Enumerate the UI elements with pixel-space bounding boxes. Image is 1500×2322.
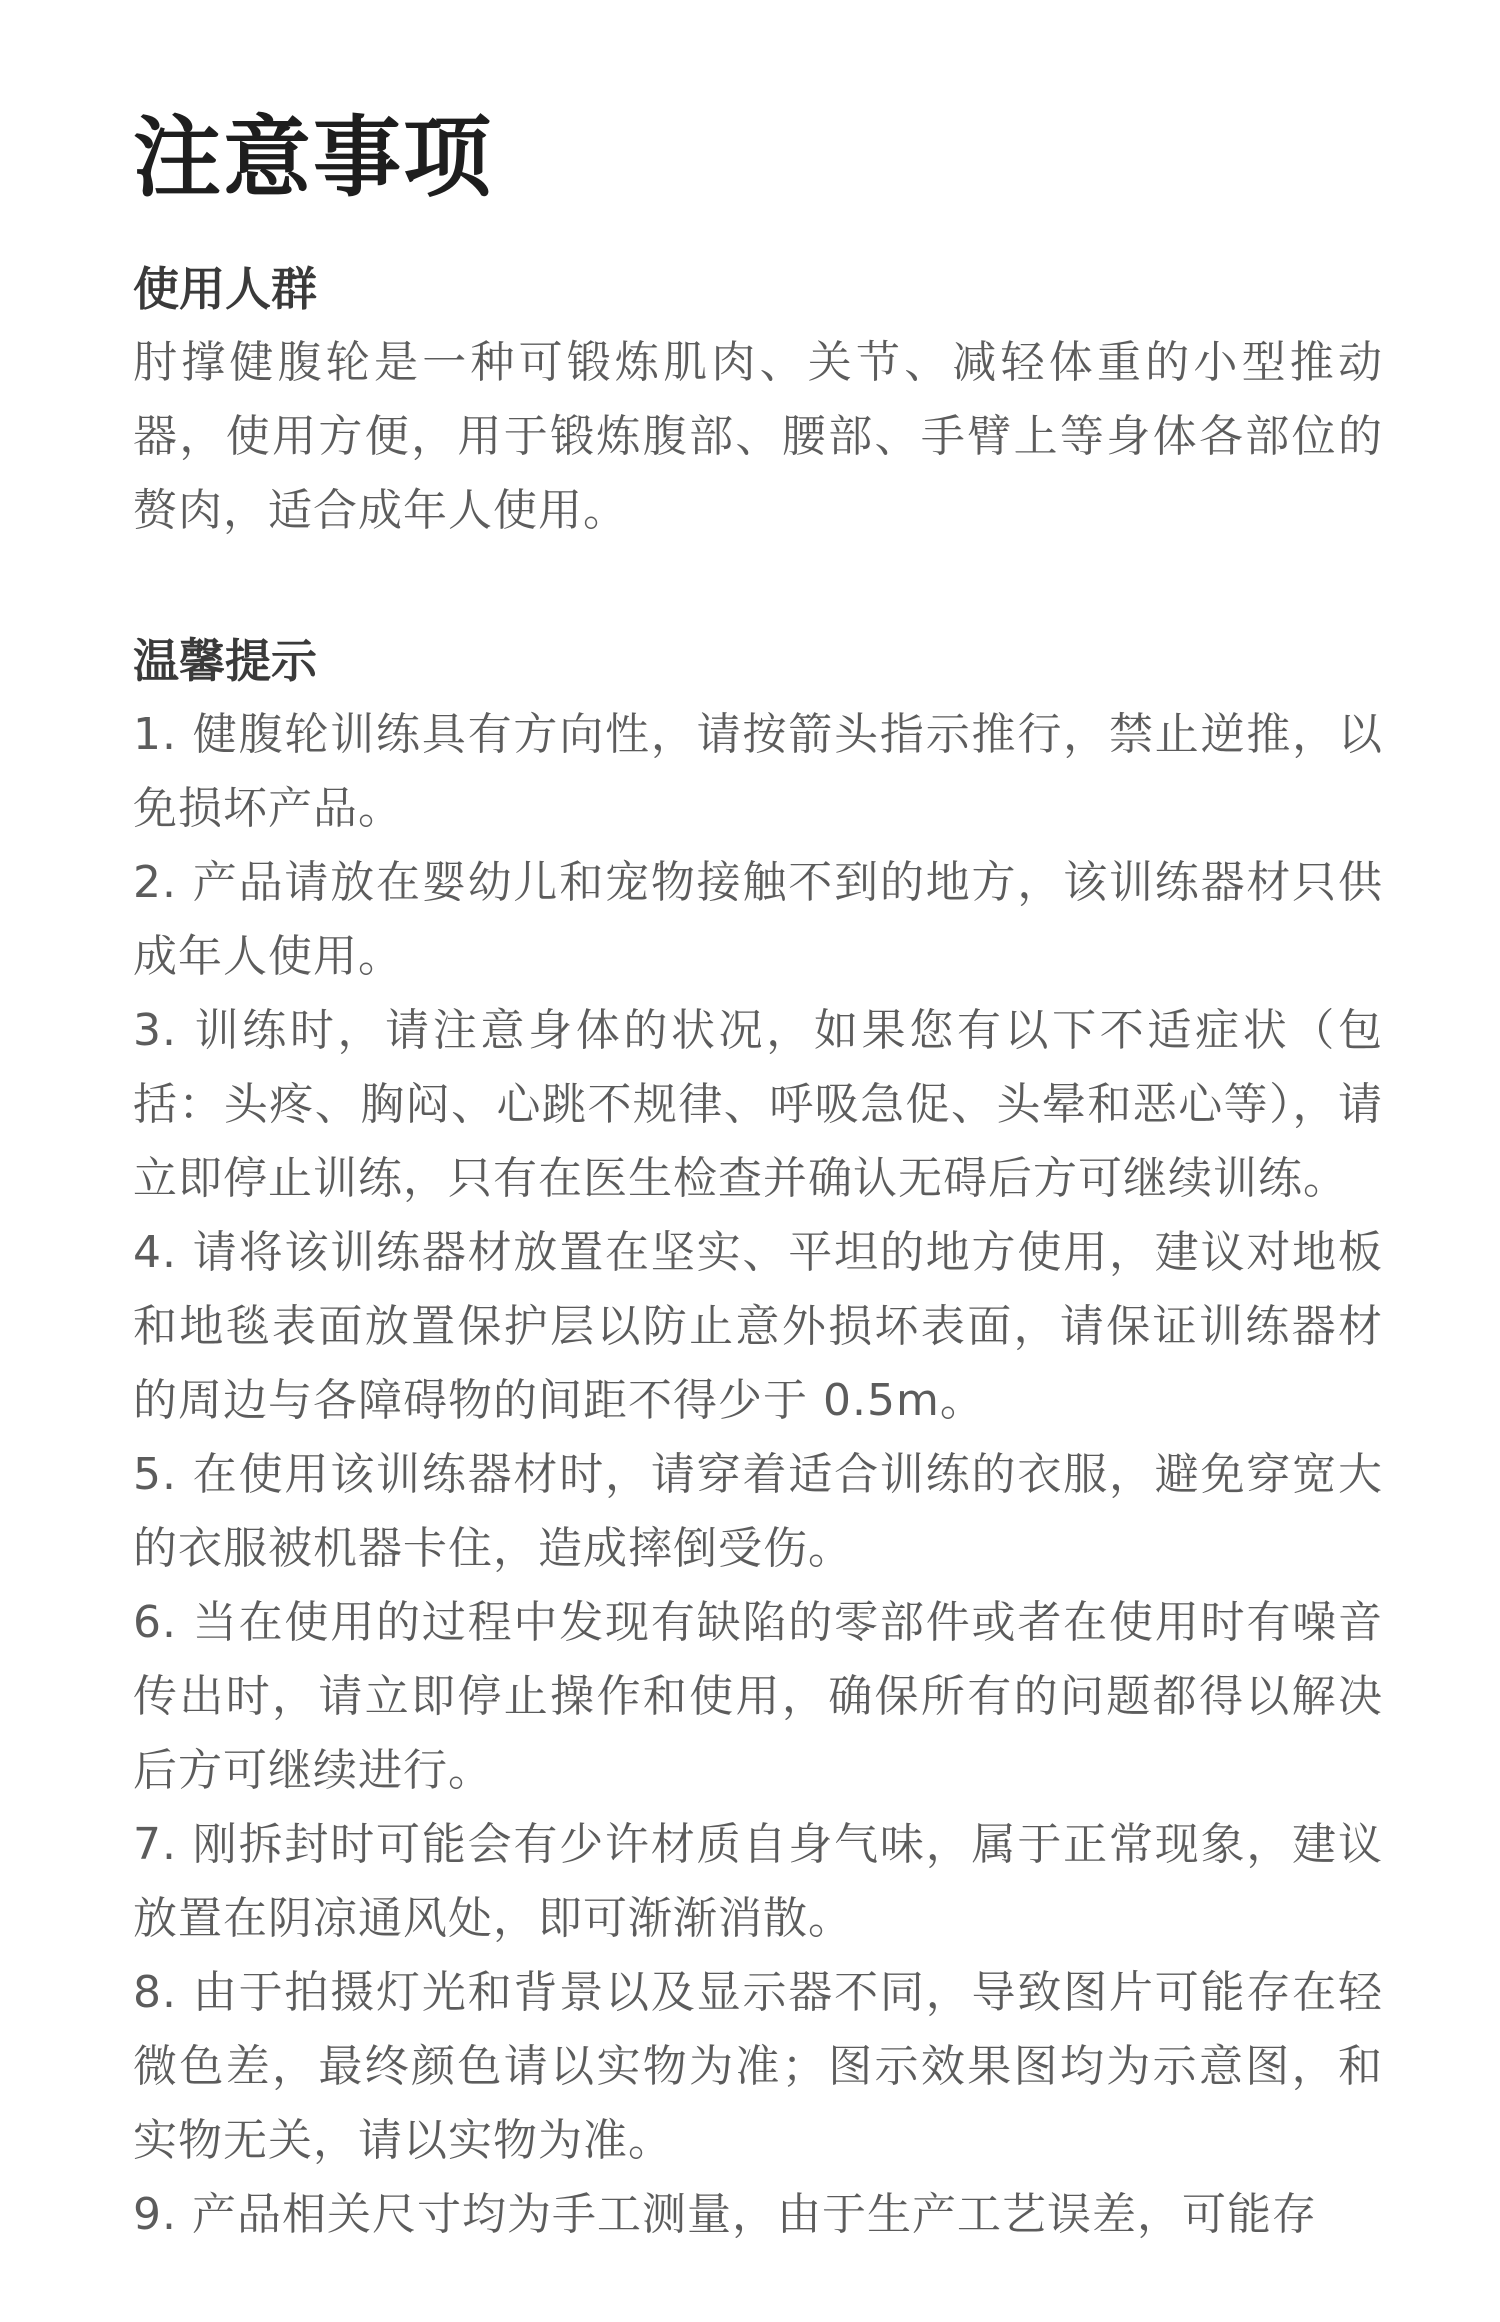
tip-item-1: 1. 健腹轮训练具有方向性，请按箭头指示推行，禁止逆推，以免损坏产品。	[133, 709, 1383, 834]
tip-item-9: 9. 产品相关尺寸均为手工测量，由于生产工艺误差，可能存	[133, 2189, 1317, 2240]
tip-item-6: 6. 当在使用的过程中发现有缺陷的零部件或者在使用时有噪音传出时，请立即停止操作和使用，确保所有的问题都得以解决后方可继续进行。	[133, 1597, 1383, 1796]
tip-item-8: 8. 由于拍摄灯光和背景以及显示器不同，导致图片可能存在轻微色差，最终颜色请以实物为准；图示效果图均为示意图，和实物无关，请以实物为准。	[133, 1967, 1383, 2166]
tip-item-4: 4. 请将该训练器材放置在坚实、平坦的地方使用，建议对地板和地毯表面放置保护层以防止意外损坏表面，请保证训练器材的周边与各障碍物的间距不得少于 0.5m。	[133, 1227, 1383, 1426]
notice-page	[133, 108, 1383, 2252]
tips-section	[133, 624, 1383, 2252]
usage-heading: 使用人群	[133, 262, 317, 316]
tip-item-2: 2. 产品请放在婴幼儿和宠物接触不到的地方，该训练器材只供成年人使用。	[133, 857, 1383, 982]
tip-item-3: 3. 训练时，请注意身体的状况，如果您有以下不适症状（包括：头疼、胸闷、心跳不规律、呼吸急促、头晕和恶心等），请立即停止训练，只有在医生检查并确认无碍后方可继续训练。	[133, 1005, 1383, 1204]
tip-item-7: 7. 刚拆封时可能会有少许材质自身气味，属于正常现象，建议放置在阴凉通风处，即可渐渐消散。	[133, 1819, 1383, 1944]
page-title: 注意事项	[133, 106, 494, 209]
usage-description: 肘撑健腹轮是一种可锻炼肌肉、关节、减轻体重的小型推动器，使用方便，用于锻炼腹部、腰部、手臂上等身体各部位的赘肉，适合成年人使用。	[133, 337, 1383, 536]
tips-list	[133, 698, 1383, 2252]
usage-section	[133, 252, 1383, 548]
tips-heading: 温馨提示	[133, 634, 317, 688]
tip-item-5: 5. 在使用该训练器材时，请穿着适合训练的衣服，避免穿宽大的衣服被机器卡住，造成摔倒受伤。	[133, 1449, 1383, 1574]
